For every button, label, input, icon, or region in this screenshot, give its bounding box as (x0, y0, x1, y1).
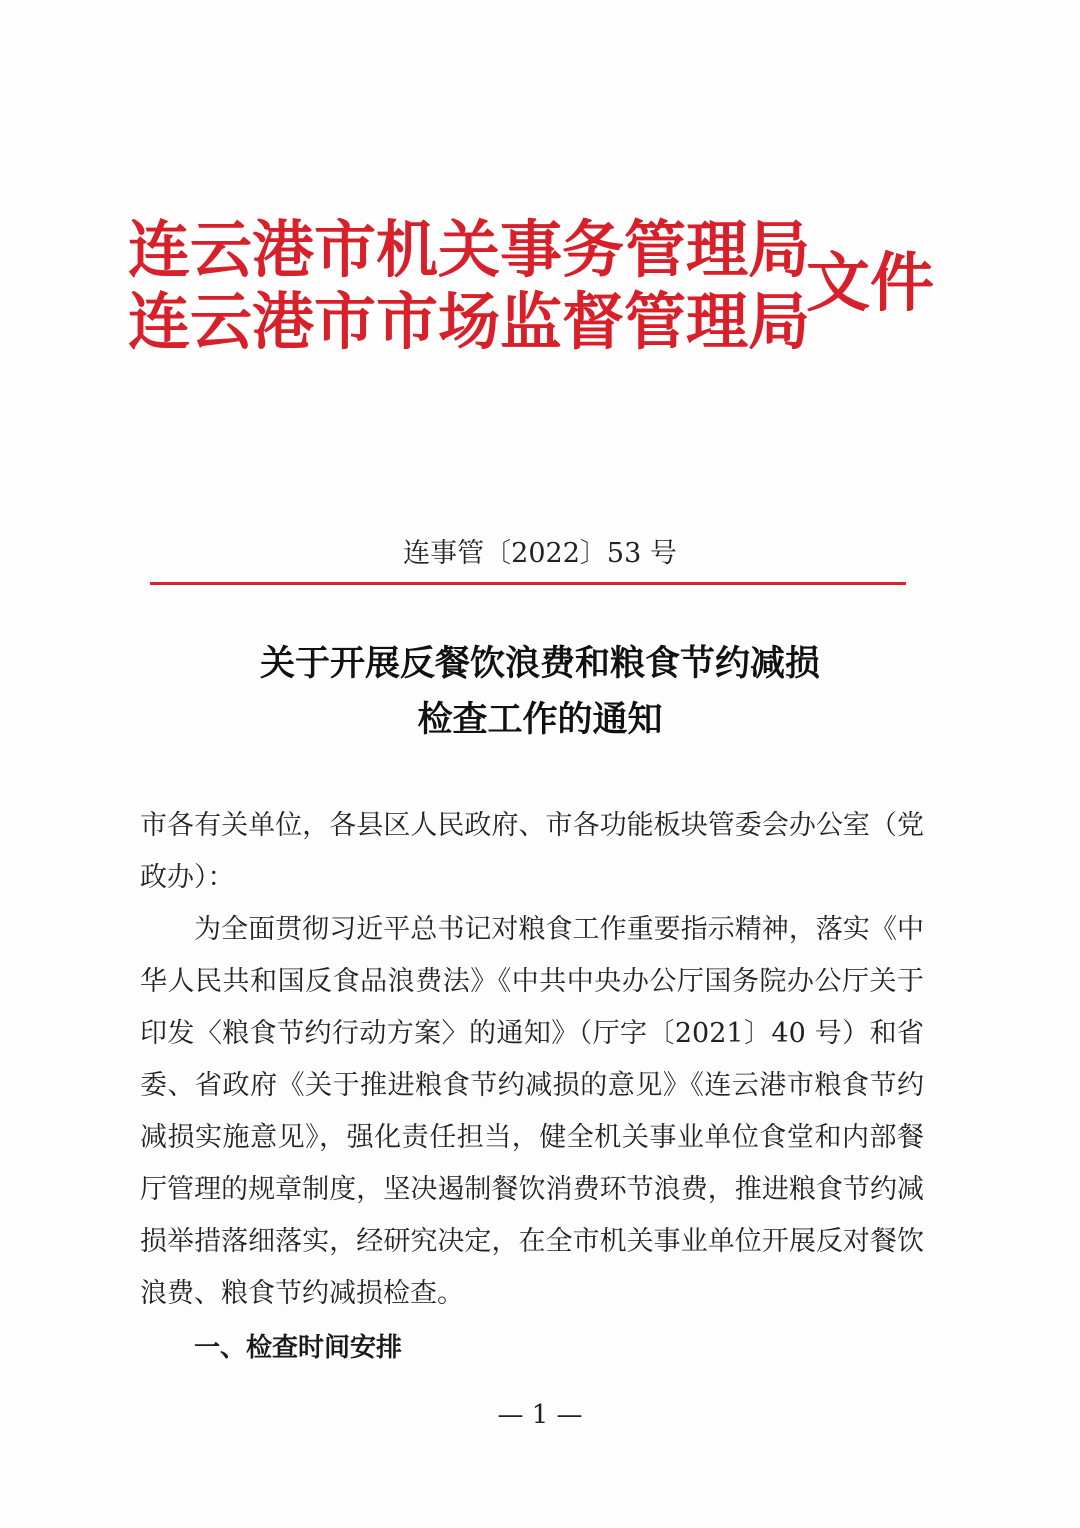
masthead (128, 214, 948, 364)
red-divider-line (150, 582, 906, 585)
document-title (0, 636, 1080, 748)
body-paragraph: 为全面贯彻习近平总书记对粮食工作重要指示精神，落实《中华人民共和国反食品浪费法》《中共中央办公厅国务院办公厅关于印发〈粮食节约行动方案〉的通知》（厅字〔2021〕40 号）和省委、省政府《关于推进粮食节约减损的意见》《连云港市粮食节约减损实施意见》，强化责任担当，健全机关事业单位食堂和内部餐厅管理的规章制度，坚决遏制餐饮消费环节浪费，推进粮食节约减损举措落细落实，经研究决定，在全市机关事业单位开展反对餐饮浪费、粮食节约减损检查。 (140, 914, 924, 1309)
page-number: — 1 — (497, 1400, 583, 1430)
masthead-suffix: 文件 (806, 246, 934, 321)
masthead-issuer-1: 连云港市机关事务管理局 (128, 213, 811, 286)
document-title-line-2: 检查工作的通知 (417, 699, 663, 740)
document-title-line-1: 关于开展反餐饮浪费和粮食节约减损 (259, 643, 820, 684)
section-heading: 一、检查时间安排 (194, 1333, 403, 1363)
document-body (140, 800, 924, 1376)
salutation: 市各有关单位，各县区人民政府、市各功能板块管委会办公室（党政办）： (140, 810, 924, 893)
masthead-issuer-2: 连云港市市场监督管理局 (128, 285, 811, 358)
masthead-issuers (128, 213, 811, 358)
document-number: 连事管〔2022〕53 号 (403, 538, 677, 569)
